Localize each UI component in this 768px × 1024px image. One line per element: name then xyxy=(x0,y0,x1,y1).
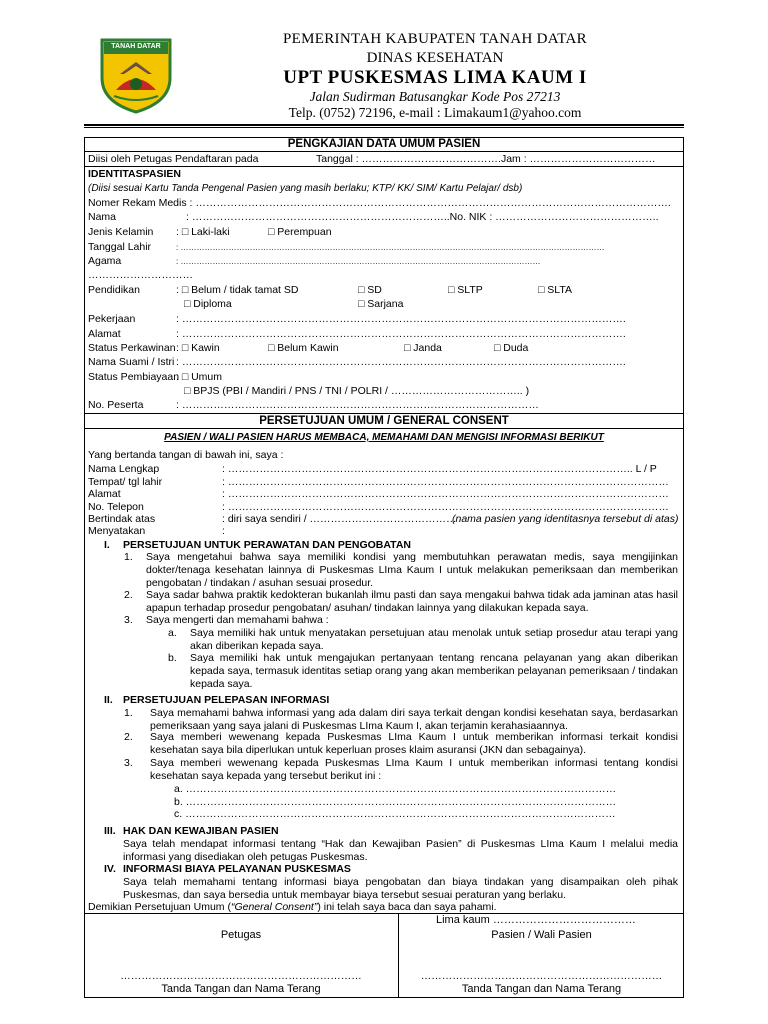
header-line2: DINAS KESEHATAN xyxy=(366,50,504,66)
s1-number: I. xyxy=(104,539,110,551)
nama-lengkap-field[interactable]: : …………………………………………………………………………………………………….. L / P xyxy=(222,463,657,475)
s1-item3a-text: Saya memiliki hak untuk menyatakan persetujuan atau menolak untuk setiap prosedur atau terapi yang akan diberikan kepada saya. xyxy=(190,627,678,652)
agama-continuation[interactable]: ………………………… xyxy=(88,269,193,281)
alamat-field[interactable]: : ………………………………………………………………………………………………………………. xyxy=(176,328,626,340)
rekam-medis-field[interactable]: Nomer Rekam Medis : ………………………………………………………………………………………………………………………. xyxy=(88,197,671,209)
jk-label: Jenis Kelamin xyxy=(88,226,154,238)
no-peserta-label: No. Peserta xyxy=(88,399,144,411)
rule xyxy=(84,166,684,167)
jk-laki-checkbox[interactable]: : □ Laki-laki xyxy=(176,226,230,238)
telepon-label: No. Telepon xyxy=(88,501,144,513)
consent-alamat-field[interactable]: : ……………………………………………………………………………………………………………… xyxy=(222,488,669,500)
s2-recipient-b-field[interactable]: b. …………………………………………………………………………………………………………… xyxy=(174,796,617,808)
suami-istri-field[interactable]: : ………………………………………………………………………………………………………………. xyxy=(176,356,626,368)
pekerjaan-field[interactable]: : ………………………………………………………………………………………………………………. xyxy=(176,313,626,325)
header-rule-thin xyxy=(84,127,684,128)
sk-janda-checkbox[interactable]: □ Janda xyxy=(404,342,442,354)
bertindak-label: Bertindak atas xyxy=(88,513,156,525)
identitas-title: IDENTITASPASIEN xyxy=(88,168,181,180)
no-peserta-field[interactable]: : ………………………………………………………………………………………… xyxy=(176,399,539,411)
section1-title: PENGKAJIAN DATA UMUM PASIEN xyxy=(287,138,481,150)
s4-text: Saya telah memahami tentang informasi biaya pengobatan dan biaya tindakan yang disampaikan oleh pihak Puskesmas, dan saya bersedia untuk membayar biaya tersebut sesuai peraturan yang berlaku. xyxy=(123,876,678,901)
tempat-tgl-lahir-label: Tempat/ tgl lahir xyxy=(88,476,163,488)
s2-item2-text: Saya memberi wewenang kepada Puskesmas LIma Kaum I untuk memberikan informasi terkait kondisi kesehatan saya bila diperlukan untuk keperluan proses klaim asuransi (JKN dan sebagainya). xyxy=(150,731,678,756)
section2-subtitle: PASIEN / WALI PASIEN HARUS MEMBACA, MEMAHAMI DAN MENGISI INFORMASI BERIKUT xyxy=(164,432,604,443)
nama-lengkap-label: Nama Lengkap xyxy=(88,463,160,475)
identitas-note: (Diisi sesuai Kartu Tanda Pengenal Pasien yang masih berlaku; KTP/ KK/ SIM/ Kartu Pelajar/ dsb) xyxy=(88,183,523,194)
s2-item3-number: 3. xyxy=(124,757,133,769)
sk-kawin-checkbox[interactable]: : □ Kawin xyxy=(176,342,220,354)
pend-slta-checkbox[interactable]: □ SLTA xyxy=(538,284,572,296)
alamat-label: Alamat xyxy=(88,328,121,340)
pend-sltp-checkbox[interactable]: □ SLTP xyxy=(448,284,483,296)
s3-title: HAK DAN KEWAJIBAN PASIEN xyxy=(123,825,279,837)
tanggal-jam-field[interactable]: Tanggal : ………………………………….Jam : ……………………………… xyxy=(316,153,656,165)
s1-title: PERSETUJUAN UNTUK PERAWATAN DAN PENGOBATAN xyxy=(123,539,411,551)
status-kawin-label: Status Perkawinan xyxy=(88,342,176,354)
s1-item1-text: Saya mengetahui bahwa saya memiliki kondisi yang membutuhkan perawatan medis, saya mengijinkan dokter/tenaga kesehatan lainnya di Puskesmas LIma Kaum I untuk melakukan pemeriksaan dan memberikan pengobatan / tindakan / asuhan sesuai prosedur. xyxy=(146,551,678,589)
s4-number: IV. xyxy=(104,863,116,875)
petugas-title: Petugas xyxy=(220,929,262,941)
closing-statement: Demikian Persetujuan Umum (“General Consent”) ini telah saya baca dan saya pahami. xyxy=(88,901,497,913)
s1-item2-number: 2. xyxy=(124,589,133,601)
nama-nik-field[interactable]: : ………………………………………………………………..No. NIK : ……………………………………….. xyxy=(186,211,659,223)
agama-field[interactable]: : ……………………………………………………………………………………………………………………… xyxy=(176,257,541,266)
s3-text: Saya telah mendapat informasi tentang “Hak dan Kewajiban Pasien” di Puskesmas LIma Kaum I melalui media informasi yang disediakan oleh petugas Puskesmas. xyxy=(123,838,678,863)
s3-number: III. xyxy=(104,825,116,837)
s4-title: INFORMASI BIAYA PELAYANAN PUSKESMAS xyxy=(123,863,351,875)
bertindak-field[interactable]: : diri saya sendiri / …………………………………… xyxy=(222,513,457,525)
s1-item3b-text: Saya memiliki hak untuk mengajukan pertanyaan tentang rencana pelayanan yang akan diberikan kepada saya, termasuk identitas setiap orang yang akan memberikan pelayanan pemeriksaan / tindakan kepada saya. xyxy=(190,652,678,690)
s2-number: II. xyxy=(104,694,113,706)
sk-belum-kawin-checkbox[interactable]: □ Belum Kawin xyxy=(268,342,339,354)
consent-intro: Yang bertanda tangan di bawah ini, saya : xyxy=(88,449,284,461)
s2-item1-number: 1. xyxy=(124,707,133,719)
tanah-datar-logo xyxy=(100,38,172,114)
rule xyxy=(84,151,684,152)
pembiayaan-label: Status Pembiayaan xyxy=(88,371,180,383)
menyatakan-label: Menyatakan xyxy=(88,525,146,537)
filled-by-label: Diisi oleh Petugas Pendaftaran pada xyxy=(88,153,259,165)
consent-alamat-label: Alamat xyxy=(88,488,121,500)
pendidikan-label: Pendidikan xyxy=(88,284,140,296)
nama-label: Nama xyxy=(88,211,117,223)
tempat-tgl-lahir-field[interactable]: : ……………………………………………………………………………………………………………… xyxy=(222,476,669,488)
rule xyxy=(84,428,684,429)
pasien-signature-caption: Tanda Tangan dan Nama Terang xyxy=(461,983,622,995)
s2-title: PERSETUJUAN PELEPASAN INFORMASI xyxy=(123,694,330,706)
section2-title: PERSETUJUAN UMUM / GENERAL CONSENT xyxy=(259,415,509,427)
petugas-signature-caption: Tanda Tangan dan Nama Terang xyxy=(161,983,321,995)
pend-belum-sd-checkbox[interactable]: : □ Belum / tidak tamat SD xyxy=(176,284,299,296)
pend-sd-checkbox[interactable]: □ SD xyxy=(358,284,382,296)
s2-recipient-a-field[interactable]: a. …………………………………………………………………………………………………………… xyxy=(174,783,617,795)
suami-istri-label: Nama Suami / Istri xyxy=(88,356,175,368)
s2-item1-text: Saya memahami bahwa informasi yang ada dalam diri saya terkait dengan kondisi kesehatan saya, berdasarkan pemeriksaan yang saya jalani di Puskesmas LIma Kaum I, akan terjamin kerahasiaannya. xyxy=(150,707,678,732)
header-line4: Jalan Sudirman Batusangkar Kode Pos 27213 xyxy=(309,89,561,104)
pend-sarjana-checkbox[interactable]: □ Sarjana xyxy=(358,298,404,310)
header-line5: Telp. (0752) 72196, e-mail : Limakaum1@yahoo.com xyxy=(288,105,582,120)
s1-item3a-letter: a. xyxy=(168,627,177,639)
logo-text: TANAH DATAR xyxy=(111,43,161,50)
pend-diploma-checkbox[interactable]: □ Diploma xyxy=(184,298,232,310)
biaya-umum-checkbox[interactable]: : □ Umum xyxy=(176,371,223,383)
jk-perempuan-checkbox[interactable]: □ Perempuan xyxy=(268,226,332,238)
biaya-bpjs-checkbox[interactable]: □ BPJS (PBI / Mandiri / PNS / TNI / POLRI / ……………………………….. ) xyxy=(184,385,530,397)
pasien-wali-title: Pasien / Wali Pasien xyxy=(491,929,592,941)
telepon-field[interactable]: : ……………………………………………………………………………………………………………… xyxy=(222,501,669,513)
pasien-signature-line[interactable]: …………………………………………………………… xyxy=(420,970,663,982)
ttl-label: Tanggal Lahir xyxy=(88,241,152,253)
rule xyxy=(84,413,684,414)
s1-item3-text: Saya mengerti dan memahami bahwa : xyxy=(146,614,329,626)
header-line1: PEMERINTAH KABUPATEN TANAH DATAR xyxy=(283,31,587,47)
ttl-field[interactable]: : …………………………………………………………………………………………………………………………………………… xyxy=(176,243,605,252)
place-date-field[interactable]: Lima kaum ………………………………… xyxy=(436,914,636,926)
s1-item3-number: 3. xyxy=(124,614,133,626)
menyatakan-colon: : xyxy=(222,525,225,537)
petugas-signature-line[interactable]: …………………………………………………………… xyxy=(120,970,362,982)
sk-duda-checkbox[interactable]: □ Duda xyxy=(494,342,529,354)
s1-item3b-letter: b. xyxy=(168,652,177,664)
header-rule xyxy=(84,124,684,126)
s1-item2-text: Saya sadar bahwa praktik kedokteran bukanlah ilmu pasti dan saya mengakui bahwa tidak ada jaminan atas hasil apapun terhadap prosedur pengobatan/ asuhan/ tindakan lainnya yang dilakukan kepada saya. xyxy=(146,589,678,614)
s2-item2-number: 2. xyxy=(124,731,133,743)
s1-item1-number: 1. xyxy=(124,551,133,563)
agama-label: Agama xyxy=(88,255,122,267)
s2-recipient-c-field[interactable]: c. …………………………………………………………………………………………………………… xyxy=(174,808,616,820)
pekerjaan-label: Pekerjaan xyxy=(88,313,136,325)
header-line3: UPT PUSKESMAS LIMA KAUM I xyxy=(283,67,587,88)
s2-item3-text: Saya memberi wewenang kepada Puskesmas LIma Kaum I untuk memberikan informasi tentang kondisi kesehatan saya kepada yang tersebut berikut ini : xyxy=(150,757,678,782)
bertindak-note: (nama pasien yang identitasnya tersebut di atas) xyxy=(452,513,679,525)
